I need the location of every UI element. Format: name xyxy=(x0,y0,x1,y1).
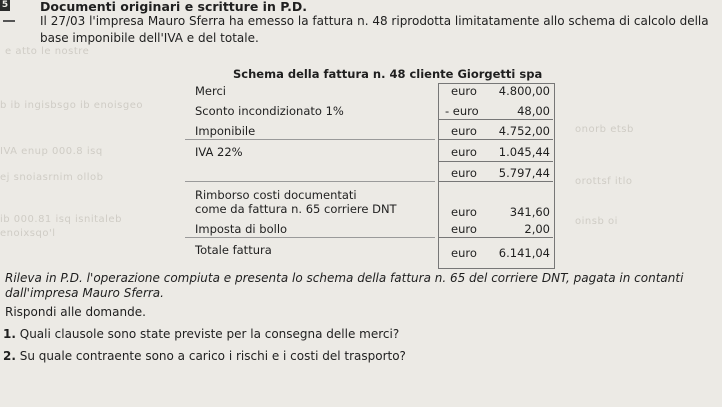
question-text: Quali clausole sono state previste per la consegna delle merci? xyxy=(19,327,400,341)
question-number: 2. xyxy=(3,349,16,363)
row-label-sconto: Sconto incondizionato 1% xyxy=(195,104,344,118)
row-amount: 1.045,44 xyxy=(498,145,550,159)
invoice-schema-table xyxy=(185,80,560,270)
value-rule xyxy=(438,161,553,162)
row-currency: - euro xyxy=(445,104,479,118)
row-amount: 5.797,44 xyxy=(498,166,550,180)
row-currency: euro xyxy=(451,166,477,180)
row-currency: euro xyxy=(451,222,477,236)
row-currency: euro xyxy=(451,246,477,260)
question-number: 1. xyxy=(3,327,16,341)
row-amount: 4.800,00 xyxy=(498,84,550,98)
schema-title: Schema della fattura n. 48 cliente Giorgetti spa xyxy=(233,67,543,81)
row-label-bollo: Imposta di bollo xyxy=(195,222,288,236)
row-label-totale: Totale fattura xyxy=(195,243,272,257)
label-rule xyxy=(185,237,435,238)
row-amount: 6.141,04 xyxy=(498,246,550,260)
value-rule xyxy=(438,237,553,238)
instruction-text: Rileva in P.D. l'operazione compiuta e presenta lo schema della fattura n. 65 del corriere DNT, pagata in contanti dall'impresa Mauro Sferra. xyxy=(5,271,684,300)
value-rule xyxy=(438,139,553,140)
divider xyxy=(3,20,15,22)
row-amount: 341,60 xyxy=(509,205,550,219)
row-currency: euro xyxy=(451,145,477,159)
row-currency: euro xyxy=(451,84,477,98)
exercise-number: 5 xyxy=(1,0,9,10)
row-currency: euro xyxy=(451,205,477,219)
row-currency: euro xyxy=(451,124,477,138)
intro-text: Il 27/03 l'impresa Mauro Sferra ha emesso la fattura n. 48 riprodotta limitatamente allo schema di calcolo della base imponibile dell'IVA e del totale. xyxy=(40,14,709,45)
question-2 xyxy=(3,349,406,363)
section-title: Documenti originari e scritture in P.D. xyxy=(40,0,307,14)
value-rule xyxy=(438,181,553,182)
row-label-merci: Merci xyxy=(195,84,226,98)
question-text: Su quale contraente sono a carico i rischi e i costi del trasporto? xyxy=(19,349,406,363)
row-label-rimborso-detail: come da fattura n. 65 corriere DNT xyxy=(195,202,397,216)
row-label-imponibile: Imponibile xyxy=(195,124,256,138)
question-1 xyxy=(3,327,399,341)
row-amount: 48,00 xyxy=(517,104,550,118)
label-rule xyxy=(185,181,435,182)
label-rule xyxy=(185,139,435,140)
row-amount: 4.752,00 xyxy=(498,124,550,138)
row-amount: 2,00 xyxy=(524,222,550,236)
row-label-iva: IVA 22% xyxy=(195,145,243,159)
value-rule xyxy=(438,119,553,120)
row-label-rimborso: Rimborso costi documentati xyxy=(195,188,357,202)
prompt-text: Rispondi alle domande. xyxy=(5,305,146,319)
